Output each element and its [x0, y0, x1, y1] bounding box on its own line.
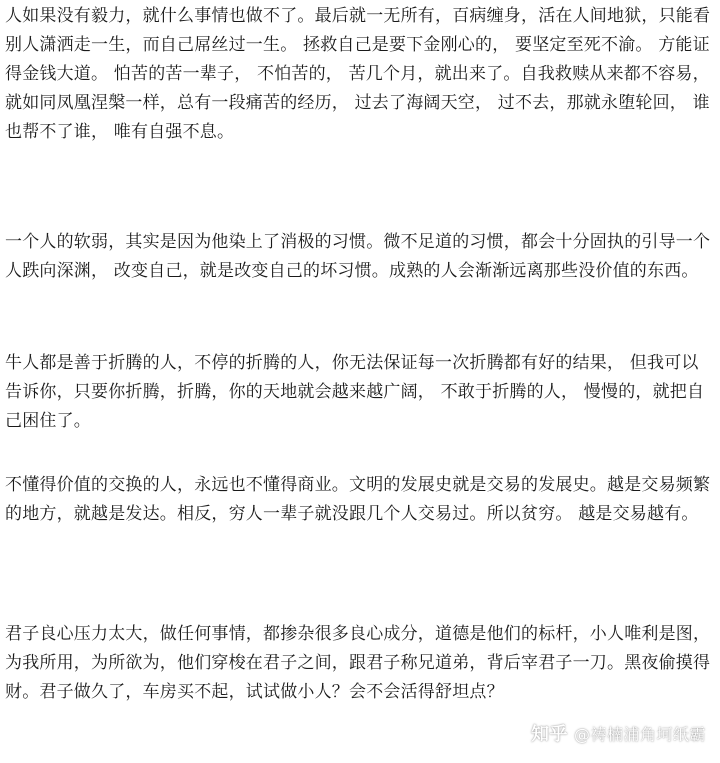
- zhihu-watermark: [531, 720, 706, 746]
- paragraph: 牛人都是善于折腾的人，不停的折腾的人，你无法保证每一次折腾都有好的结果， 但我可以告诉你，只要你折腾，折腾，你的天地就会越来越广阔， 不敢于折腾的人， 慢慢的，就把自己困住了。: [5, 353, 705, 431]
- paragraph: 不懂得价值的交换的人，永远也不懂得商业。文明的发展史就是交易的发展史。越是交易频繁的地方，就越是发达。相反，穷人一辈子就没跟几个人交易过。所以贫穷。 越是交易越有。: [5, 475, 711, 524]
- paragraph: 君子良心压力太大，做任何事情，都掺杂很多良心成分，道德是他们的标杆，小人唯利是图，为我所用，为所欲为，他们穿梭在君子之间，跟君子称兄道弟，背后宰君子一刀。黑夜偷摸得财。君子做久了，车房买不起，试试做小人？会不会活得舒坦点？: [5, 624, 711, 702]
- paragraph: 一个人的软弱，其实是因为他染上了消极的习惯。微不足道的习惯，都会十分固执的引导一个人跌向深渊， 改变自己，就是改变自己的坏习惯。成熟的人会渐渐远离那些没价值的东西。: [5, 232, 711, 281]
- watermark-handle: @祷楠浦角坷纸霸: [573, 724, 706, 744]
- watermark-brand: 知乎: [530, 724, 568, 745]
- paragraph: 人如果没有毅力，就什么事情也做不了。最后就一无所有，百病缠身，活在人间地狱，只能看别人潇洒走一生，而自己屌丝过一生。 拯救自己是要下金刚心的， 要坚定至死不渝。 方能证得金钱大道。 怕苦的苦一辈子， 不怕苦的， 苦几个月，就出来了。自我救赎从来都不容易，就如同凤凰涅槃一样，总有一段痛苦的经历， 过去了海阔天空， 过不去，那就永堕轮回， 谁也帮不了谁， 唯有自强不息。: [5, 6, 711, 142]
